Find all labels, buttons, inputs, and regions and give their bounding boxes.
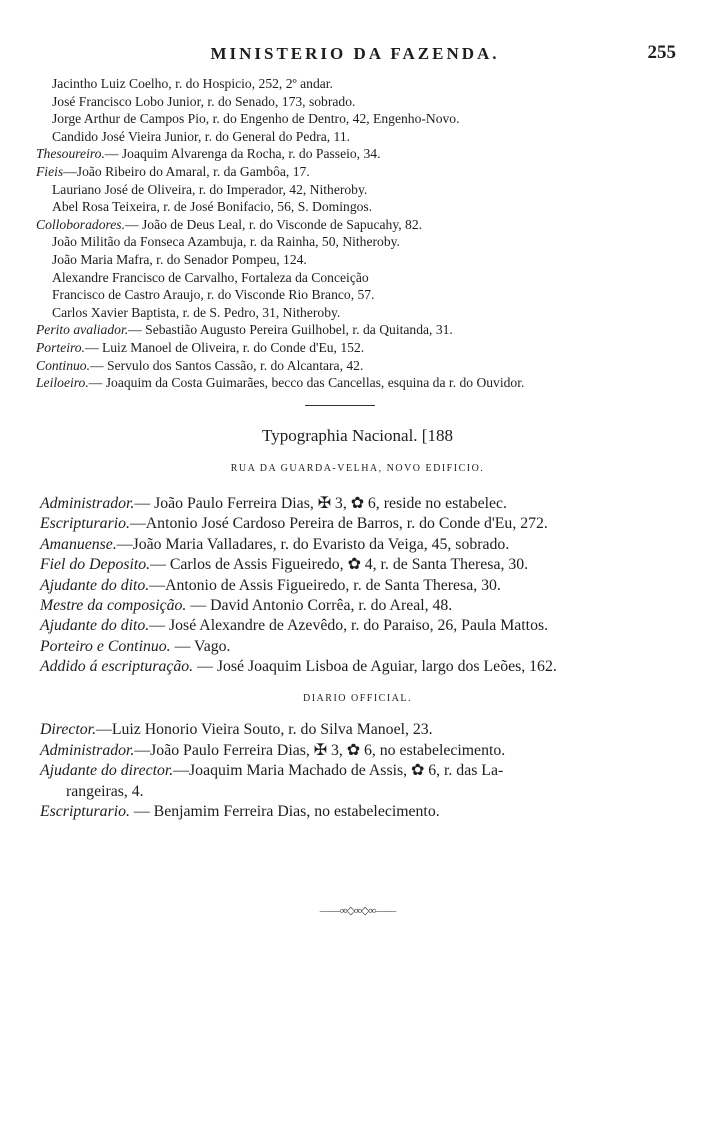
list-item	[40, 761, 690, 782]
role-label: Ajudante do director.	[40, 762, 174, 780]
entry-text: Jacintho Luiz Coelho, r. do Hospicio, 252, 2º andar.	[52, 76, 333, 91]
ministry-personnel-list	[36, 75, 686, 392]
list-item	[40, 720, 690, 741]
entry-text: — José Alexandre de Azevêdo, r. do Paraiso, 26, Paula Mattos.	[149, 617, 549, 635]
entry-text: — Vago.	[170, 637, 231, 655]
diario-personnel-list	[40, 720, 690, 823]
role-label: Colloboradores.	[36, 216, 125, 232]
section-subheading: RUA DA GUARDA-VELHA, NOVO EDIFICIO.	[230, 463, 485, 474]
list-item	[40, 616, 690, 636]
entry-text: Carlos Xavier Baptista, r. de S. Pedro, 31, Nitheroby.	[52, 304, 341, 320]
entry-text: —João Ribeiro do Amaral, r. da Gambôa, 17.	[63, 163, 310, 179]
section-subheading: DIARIO OFFICIAL.	[303, 693, 412, 704]
entry-text: Candido José Vieira Junior, r. do General do Pedra, 11.	[52, 128, 351, 144]
entry-text: — Luiz Manoel de Oliveira, r. do Conde d'Eu, 152.	[84, 339, 365, 355]
list-item	[36, 286, 686, 304]
entry-text: —João Paulo Ferreira Dias, ✠ 3, ✿ 6, no estabelecimento.	[134, 741, 506, 759]
role-label: Mestre da composição.	[40, 597, 187, 615]
section-divider	[305, 405, 375, 406]
section-heading: Typographia Nacional. [188	[262, 426, 453, 445]
role-label: Fiel do Deposito.	[40, 556, 151, 574]
typographia-personnel-list	[40, 494, 690, 678]
role-label: Perito avaliador.	[36, 322, 129, 338]
list-item	[36, 339, 686, 357]
entry-text: — Servulo dos Santos Cassão, r. do Alcantara, 42.	[90, 357, 364, 373]
list-item	[36, 181, 686, 199]
entry-text: —Luiz Honorio Vieira Souto, r. do Silva Manoel, 23.	[96, 721, 433, 738]
list-item	[36, 216, 686, 234]
role-label: Administrador.	[40, 741, 135, 759]
list-item	[36, 75, 686, 93]
role-label: Addido á escripturação.	[40, 658, 194, 676]
list-item	[40, 576, 690, 596]
list-item	[36, 251, 686, 269]
list-item	[36, 93, 686, 111]
entry-text: — Carlos de Assis Figueiredo, ✿ 4, r. de Santa Theresa, 30.	[150, 556, 529, 574]
list-item	[40, 657, 690, 677]
role-label: Escripturario.	[40, 803, 130, 821]
entry-text: — Sebastião Augusto Pereira Guilhobel, r. da Quitanda, 31.	[128, 322, 453, 338]
entry-text: Alexandre Francisco de Carvalho, Fortaleza da Conceição	[52, 269, 369, 285]
role-label: Director.	[40, 721, 97, 738]
entry-text: Jorge Arthur de Campos Pio, r. do Engenho de Dentro, 42, Engenho-Novo.	[52, 111, 460, 127]
entry-text: João Militão da Fonseca Azambuja, r. da Rainha, 50, Nitheroby.	[52, 234, 400, 250]
entry-text: —Antonio José Cardoso Pereira de Barros, r. do Conde d'Eu, 272.	[129, 515, 548, 533]
list-item	[36, 321, 686, 339]
role-label: Porteiro e Continuo.	[40, 637, 171, 655]
entry-text: Francisco de Castro Araujo, r. do Visconde Rio Branco, 57.	[52, 287, 375, 303]
list-item	[36, 304, 686, 322]
role-label: Ajudante do dito.	[40, 576, 150, 594]
role-label: Leiloeiro.	[36, 375, 89, 391]
role-label: Porteiro.	[36, 339, 85, 355]
list-item	[36, 110, 686, 128]
list-item	[36, 357, 686, 375]
entry-text: —Joaquim Maria Machado de Assis, ✿ 6, r. das La-	[173, 762, 504, 780]
list-item-continuation: rangeiras, 4.	[66, 782, 144, 800]
page-title: MINISTERIO DA FAZENDA.	[210, 44, 500, 63]
list-item	[36, 145, 686, 163]
entry-text: João Maria Mafra, r. do Senador Pompeu, 124.	[52, 251, 307, 267]
entry-text: —Antonio de Assis Figueiredo, r. de Santa Theresa, 30.	[149, 576, 501, 594]
role-label: Amanuense.	[40, 535, 117, 553]
list-item	[40, 802, 690, 823]
page-number: 255	[647, 42, 676, 63]
list-item	[36, 128, 686, 146]
list-item	[36, 198, 686, 216]
entry-text: — José Joaquim Lisboa de Aguiar, largo dos Leões, 162.	[193, 658, 557, 676]
entry-text: — João de Deus Leal, r. do Visconde de Sapucahy, 82.	[125, 216, 423, 232]
entry-text: Lauriano José de Oliveira, r. do Imperador, 42, Nitheroby.	[52, 181, 368, 197]
page-header	[40, 42, 676, 70]
list-item	[36, 163, 686, 181]
entry-text: José Francisco Lobo Junior, r. do Senado, 173, sobrado.	[52, 93, 356, 109]
entry-text: Abel Rosa Teixeira, r. de José Bonifacio, 56, S. Domingos.	[52, 199, 373, 215]
list-item	[40, 494, 690, 514]
list-item	[36, 374, 686, 392]
list-item	[40, 596, 690, 616]
list-item	[36, 269, 686, 287]
role-label: Administrador.	[40, 495, 135, 512]
list-item	[40, 555, 690, 575]
list-item	[40, 741, 690, 762]
list-item	[40, 535, 690, 555]
role-label: Continuo.	[36, 357, 91, 373]
entry-text: — Benjamim Ferreira Dias, no estabelecimento.	[129, 803, 440, 821]
role-label: Fieis	[36, 163, 64, 179]
list-item	[36, 233, 686, 251]
entry-text: — Joaquim da Costa Guimarães, becco das Cancellas, esquina da r. do Ouvidor.	[88, 375, 525, 391]
entry-text: —João Maria Valladares, r. do Evaristo da Veiga, 45, sobrado.	[116, 535, 510, 553]
list-item	[40, 514, 690, 534]
ornament-divider: ——∞◇∞◇∞——	[319, 905, 396, 917]
role-label: Escripturario.	[40, 515, 130, 533]
entry-text: — João Paulo Ferreira Dias, ✠ 3, ✿ 6, reside no estabelec.	[134, 495, 507, 512]
entry-text: — David Antonio Corrêa, r. do Areal, 48.	[186, 597, 453, 615]
entry-text: — Joaquim Alvarenga da Rocha, r. do Passeio, 34.	[104, 146, 381, 162]
list-item	[40, 637, 690, 657]
role-label: Ajudante do dito.	[40, 617, 150, 635]
role-label: Thesoureiro.	[36, 146, 105, 162]
